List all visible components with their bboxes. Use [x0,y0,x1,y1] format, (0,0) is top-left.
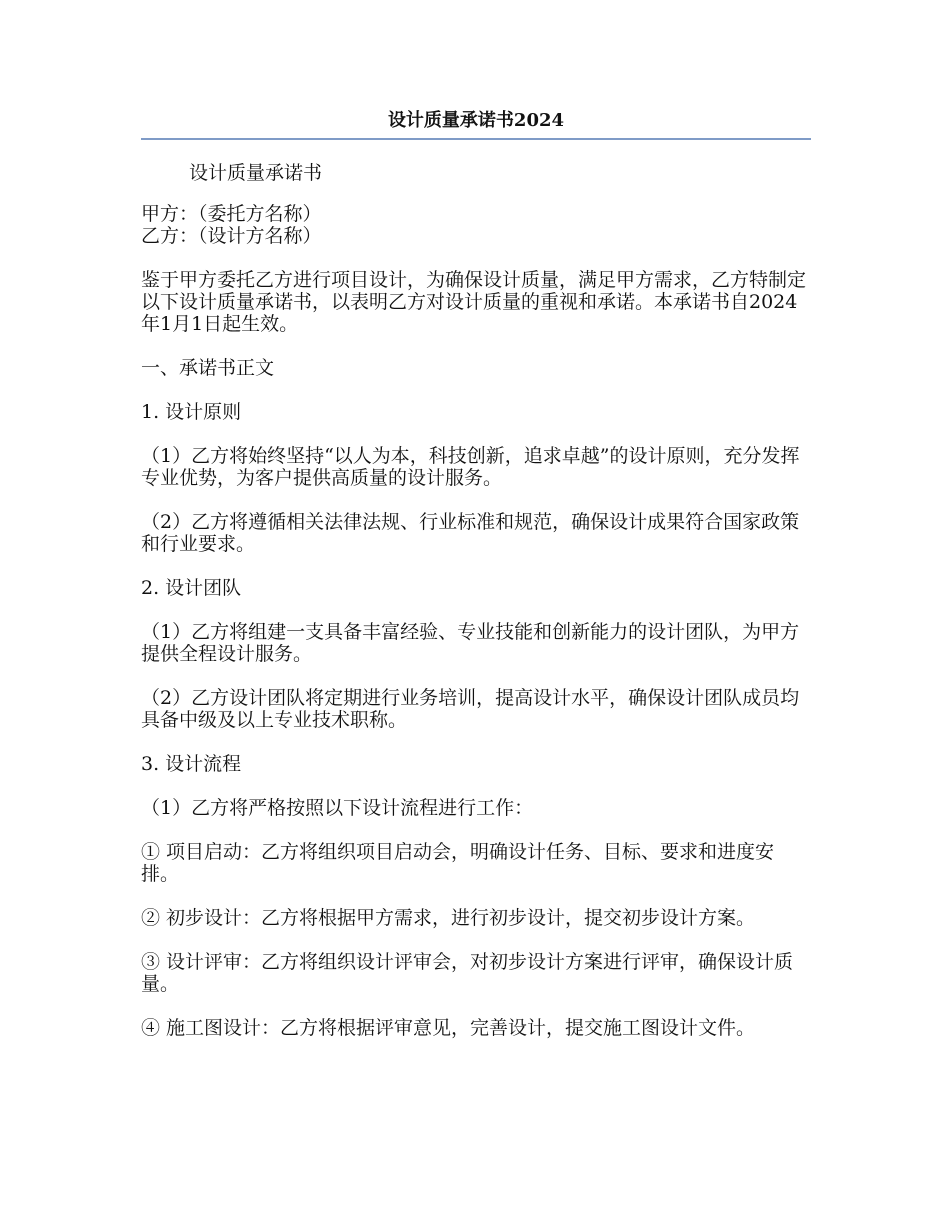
section-1-heading: 1. 设计原则 [141,401,242,423]
section-3-heading: 3. 设计流程 [141,753,242,775]
section-2-paragraph-2: （2）乙方设计团队将定期进行业务培训，提高设计水平，确保设计团队成员均具备中级及以上专业技术职称。 [141,687,800,731]
party-b-line: 乙方：（设计方名称） [141,225,322,247]
intro-paragraph: 鉴于甲方委托乙方进行项目设计，为确保设计质量，满足甲方需求，乙方特制定以下设计质量承诺书，以表明乙方对设计质量的重视和承诺。本承诺书自2024年1月1日起生效。 [141,269,807,335]
party-a-line: 甲方：（委托方名称） [141,203,322,225]
step-1-paragraph: ① 项目启动：乙方将组织项目启动会，明确设计任务、目标、要求和进度安排。 [141,841,775,885]
step-2-paragraph: ② 初步设计：乙方将根据甲方需求，进行初步设计，提交初步设计方案。 [141,907,756,929]
section-3-paragraph-1: （1）乙方将严格按照以下设计流程进行工作： [141,797,534,819]
section-2-heading: 2. 设计团队 [141,577,242,599]
document-title: 设计质量承诺书2024 [141,108,811,140]
step-4-paragraph: ④ 施工图设计：乙方将根据评审意见，完善设计，提交施工图设计文件。 [141,1017,756,1039]
document-subtitle: 设计质量承诺书 [189,162,323,184]
section-2-paragraph-1: （1）乙方将组建一支具备丰富经验、专业技能和创新能力的设计团队，为甲方提供全程设计服务。 [141,621,800,665]
section-heading: 一、承诺书正文 [141,357,275,379]
section-1-paragraph-1: （1）乙方将始终坚持“以人为本，科技创新，追求卓越”的设计原则，充分发挥专业优势，为客户提供高质量的设计服务。 [141,445,800,489]
section-1-paragraph-2: （2）乙方将遵循相关法律法规、行业标准和规范，确保设计成果符合国家政策和行业要求。 [141,511,800,555]
step-3-paragraph: ③ 设计评审：乙方将组织设计评审会，对初步设计方案进行评审，确保设计质量。 [141,951,794,995]
document-page [141,108,811,1039]
